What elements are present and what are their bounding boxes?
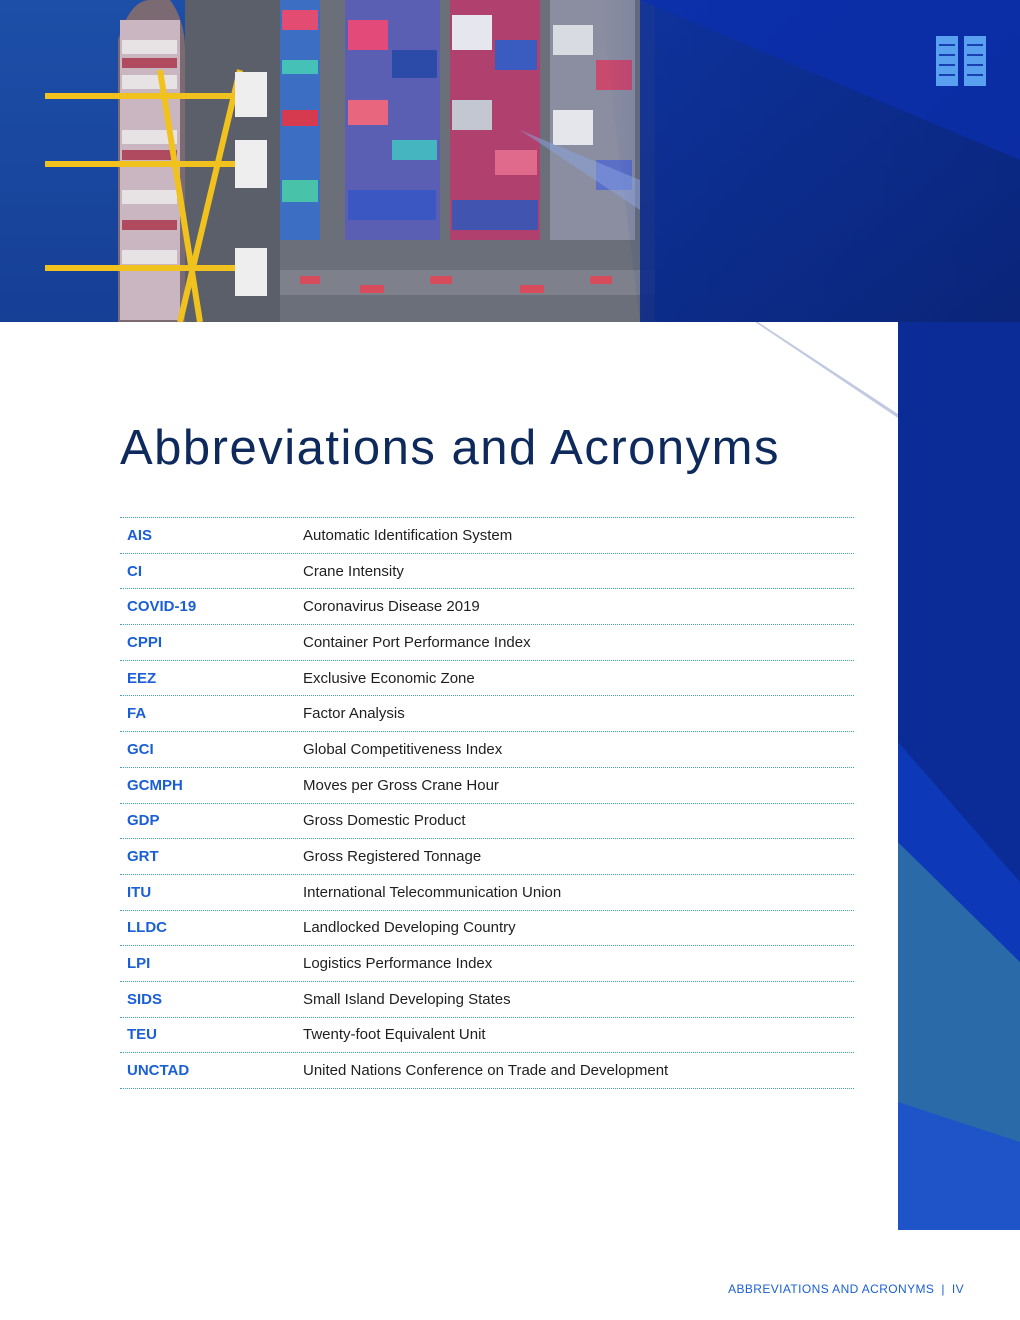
abbreviation-definition: Landlocked Developing Country (303, 919, 516, 937)
abbreviation-definition: International Telecommunication Union (303, 883, 562, 901)
table-row (120, 875, 854, 911)
abbreviation-term: ITU (127, 883, 152, 901)
table-row (120, 839, 854, 875)
abbreviation-definition: Logistics Performance Index (303, 955, 493, 973)
abbreviation-term: GCMPH (127, 776, 183, 794)
abbreviation-term: SIDS (127, 990, 163, 1008)
abbreviation-definition: Automatic Identification System (303, 526, 513, 544)
table-row (120, 911, 854, 947)
abbreviation-term: EEZ (127, 669, 157, 687)
table-row (120, 982, 854, 1018)
abbreviations-table (120, 517, 854, 1089)
table-row (120, 661, 854, 697)
footer-separator: | (941, 1282, 945, 1296)
table-row (120, 696, 854, 732)
abbreviation-term: TEU (127, 1026, 157, 1044)
abbreviation-term: FA (127, 705, 147, 723)
abbreviation-definition: Gross Registered Tonnage (303, 848, 482, 866)
abbreviation-term: LPI (127, 955, 151, 973)
abbreviation-term: CI (127, 562, 142, 580)
table-row (120, 804, 854, 840)
abbreviation-term: CPPI (127, 633, 163, 651)
table-row (120, 946, 854, 982)
abbreviation-term: COVID-19 (127, 598, 197, 616)
table-row (120, 518, 854, 554)
abbreviation-definition: Container Port Performance Index (303, 633, 531, 651)
container-stack-logo-icon (936, 36, 986, 86)
table-row (120, 768, 854, 804)
page-number: IV (951, 1282, 964, 1296)
page-footer (728, 1282, 964, 1296)
footer-section-label: ABBREVIATIONS AND ACRONYMS (728, 1282, 935, 1296)
abbreviation-term: AIS (127, 526, 153, 544)
abbreviation-definition: Twenty-foot Equivalent Unit (303, 1026, 486, 1044)
table-row (120, 625, 854, 661)
abbreviation-term: GRT (127, 848, 159, 866)
abbreviation-definition: Gross Domestic Product (303, 812, 466, 830)
header-image (0, 0, 1020, 322)
abbreviation-definition: Exclusive Economic Zone (303, 669, 475, 687)
abbreviation-term: GCI (127, 740, 154, 758)
abbreviation-term: LLDC (127, 919, 167, 937)
abbreviation-definition: Moves per Gross Crane Hour (303, 776, 499, 794)
abbreviation-term: UNCTAD (127, 1062, 190, 1080)
abbreviation-definition: United Nations Conference on Trade and Development (303, 1062, 669, 1080)
page-title: Abbreviations and Acronyms (120, 421, 780, 475)
table-row (120, 732, 854, 768)
table-row (120, 1018, 854, 1054)
table-row (120, 1053, 854, 1089)
abbreviation-definition: Small Island Developing States (303, 990, 511, 1008)
table-row (120, 589, 854, 625)
abbreviation-definition: Crane Intensity (303, 562, 404, 580)
table-row (120, 554, 854, 590)
abbreviation-definition: Global Competitiveness Index (303, 740, 503, 758)
abbreviation-definition: Coronavirus Disease 2019 (303, 598, 480, 616)
abbreviation-term: GDP (127, 812, 160, 830)
abbreviation-definition: Factor Analysis (303, 705, 405, 723)
